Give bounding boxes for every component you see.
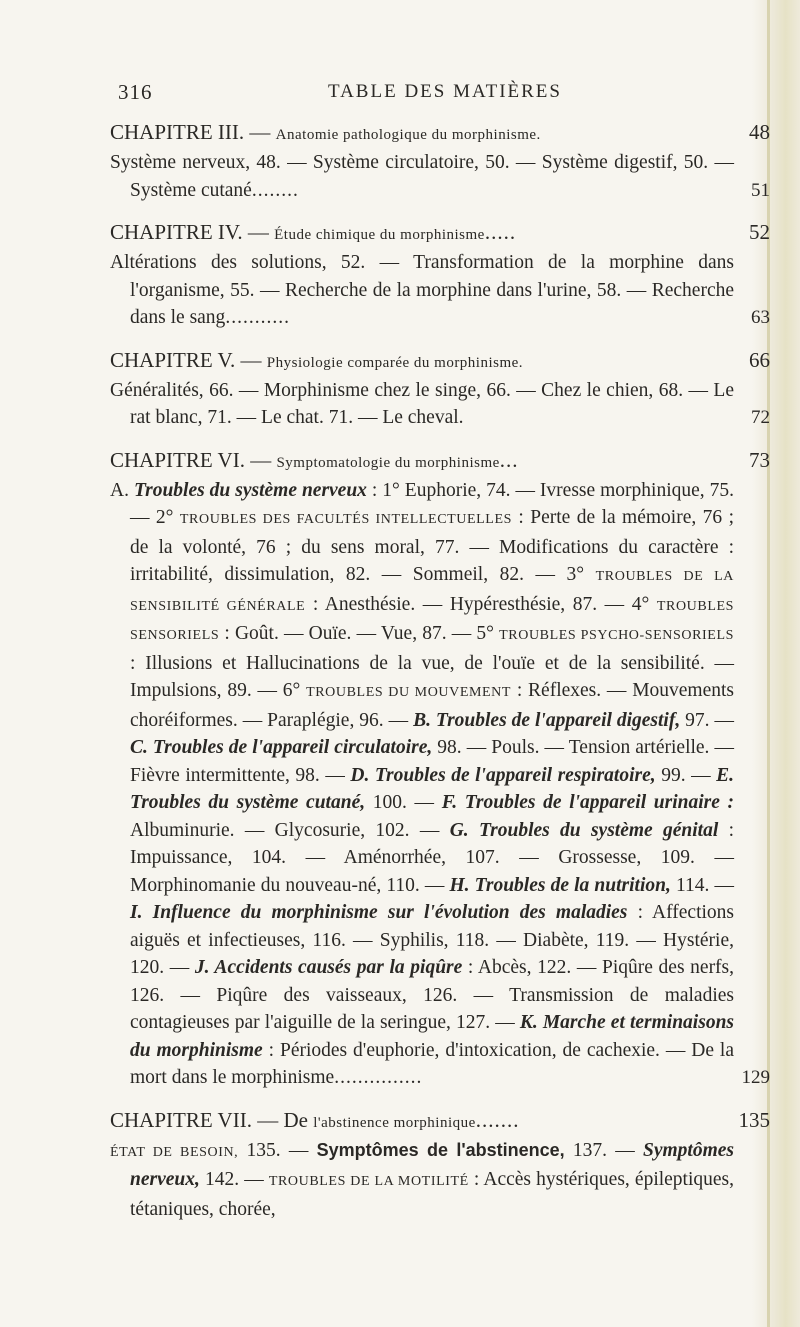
chapter-7-page: 135	[738, 1107, 770, 1132]
chapter-3-page: 48	[749, 120, 770, 144]
chapter-7-heading: CHAPITRE VII. — De l'abstinence morphinique....... 135	[110, 1107, 770, 1132]
chapter-6-entry: A. Troubles du système nerveux : 1° Euphorie, 74. — Ivresse morphinique, 75. — 2° TROUBLES DES FACULTÉS INTELLECTUELLES : Perte de la mémoire, 76 ; de la volonté, 76 ; du sens moral, 77. — Modifications du caractère : irritabilité, dissimulation, 82. — Sommeil, 82. — 3° TROUBLES DE LA SENSIBILITÉ GÉNÉRALE : Anesthésie. — Hypéresthésie, 87. — 4° TROUBLES SENSORIELS : Goût. — Ouïe. — Vue, 87. — 5° TROUBLES PSYCHO-SENSORIELS : Illusions et Hallucinations de la vue, de l'ouïe et de la sensibilité. — Impulsions, 89. — 6° TROUBLES DU MOUVEMENT : Réflexes. — Mouvements choréiformes. — Paraplégie, 96. — B. Troubles de l'appareil digestif, 97. — C. Troubles de l'appareil circulatoire, 98. — Pouls. — Tension artérielle. — Fièvre intermittente, 98. — D. Troubles de l'appareil respiratoire, 99. — E. Troubles du système cutané, 100. — F. Troubles de l'appareil urinaire : Albuminurie. — Glycosurie, 102. — G. Troubles du système génital : Impuissance, 104. — Aménorrhée, 107. — Grossesse, 109. — Morphinomanie du nouveau-né, 110. — H. Troubles de la nutrition, 114. — I. Influence du morphinisme sur l'évolution des maladies : Affections aiguës et infectieuses, 116. — Syphilis, 118. — Diabète, 119. — Hystérie, 120. — J. Accidents causés par la piqûre : Abcès, 122. — Piqûre des nerfs, 126. — Piqûre des vaisseaux, 126. — Transmission de maladies contagieuses par l'aiguille de la seringue, 127. — K. Marche et terminaisons du morphinisme : Périodes d'euphorie, d'intoxication, de cachexie. — De la mort dans le morphinisme............... 129	[110, 477, 770, 1092]
chapter-7-entry: ÉTAT DE BESOIN, 135. — Symptômes de l'abstinence, 137. — Symptômes nerveux, 142. — TROUBLES DE LA MOTILITÉ : Accès hystériques, épileptiques, tétaniques, chorée,	[110, 1139, 735, 1220]
chapter-5-entry: Généralités, 66. — Morphinisme chez le singe, 66. — Chez le chien, 68. — Le rat blanc, 71. — Le chat. 71. — Le cheval. 72	[110, 377, 770, 432]
chapter-5-entry-page: 72	[751, 407, 770, 428]
chapter-6-page: 73	[749, 447, 770, 472]
page-number: 316	[118, 80, 153, 104]
chapter-3-entry-page: 51	[751, 179, 770, 201]
chapter-6-entry-page: 129	[741, 1067, 770, 1088]
chapter-5-page: 66	[749, 347, 770, 372]
chapter-4-entry-page: 63	[751, 307, 770, 328]
chapter-4-heading: CHAPITRE IV. — Étude chimique du morphinisme..... 52	[110, 220, 770, 244]
chapter-5-heading: CHAPITRE V. — Physiologie comparée du morphinisme. 66	[110, 347, 770, 372]
chapter-4-page: 52	[749, 220, 770, 244]
chapter-3-entry: Système nerveux, 48. — Système circulatoire, 50. — Système digestif, 50. — Système cutané........ 51	[110, 149, 770, 204]
chapter-6-heading: CHAPITRE VI. — Symptomatologie du morphinisme... 73	[110, 447, 770, 472]
table-of-contents	[110, 118, 770, 1223]
running-title: TABLE DES MATIÈRES	[328, 81, 562, 102]
running-head	[110, 80, 730, 110]
chapter-4-entry: Altérations des solutions, 52. — Transformation de la morphine dans l'organisme, 55. — Recherche de la morphine dans l'urine, 58. — Recherche dans le sang........... 63	[110, 249, 770, 332]
chapter-3-heading: CHAPITRE III. — Anatomie pathologique du morphinisme. 48	[110, 120, 770, 144]
